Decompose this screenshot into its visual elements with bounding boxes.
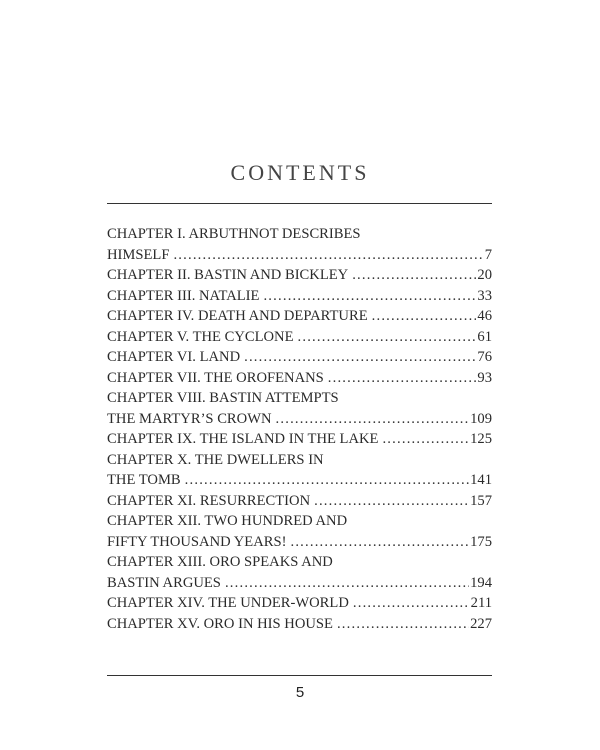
dot-leader [290, 532, 469, 553]
toc-entry-label: CHAPTER XIV. THE UNDER-WORLD [107, 595, 349, 611]
toc-entry-label: CHAPTER III. NATALIE [107, 287, 260, 304]
toc-entry [107, 388, 492, 409]
dot-leader [298, 327, 477, 348]
toc-entry-label: BASTIN ARGUES [107, 574, 221, 591]
toc-entry [107, 450, 492, 471]
toc-entry [107, 429, 492, 450]
bottom-rule [107, 675, 492, 676]
toc-entry [107, 573, 492, 594]
toc-entry-label: CHAPTER VI. LAND [107, 349, 241, 365]
dot-leader [173, 245, 483, 266]
toc-entry-label: CHAPTER IX. THE ISLAND IN THE LAKE [107, 431, 379, 447]
toc-entry-label: CHAPTER XII. TWO HUNDRED AND [107, 513, 348, 529]
toc-entry-label: FIFTY THOUSAND YEARS! [107, 533, 287, 550]
toc-entry [107, 224, 492, 245]
toc-entry-label: CHAPTER I. ARBUTHNOT DESCRIBES [107, 226, 361, 242]
toc-entry-page: 61 [477, 328, 492, 345]
dot-leader [185, 470, 469, 491]
toc-entry-page: 33 [477, 287, 492, 304]
toc-entry [107, 593, 492, 614]
toc-entry-page: 125 [470, 431, 492, 447]
dot-leader [244, 347, 476, 368]
toc-entry [107, 327, 492, 348]
toc-entry-label: CHAPTER VIII. BASTIN ATTEMPTS [107, 390, 339, 406]
dot-leader [337, 614, 469, 635]
toc-entry-page: 141 [470, 472, 492, 488]
toc-entry [107, 306, 492, 327]
toc-entry [107, 552, 492, 573]
toc-entry-label: THE TOMB [107, 472, 181, 488]
dot-leader [225, 573, 469, 594]
page-number: 5 [295, 684, 305, 701]
toc-entry-label: CHAPTER II. BASTIN AND BICKLEY [107, 267, 349, 283]
dot-leader [372, 306, 477, 327]
page-title: CONTENTS [230, 160, 370, 185]
dot-leader [314, 491, 469, 512]
toc-entry-page: 7 [484, 246, 492, 263]
toc-entry-page: 109 [470, 410, 492, 427]
toc-entry-page: 227 [470, 615, 492, 632]
top-rule [107, 203, 492, 204]
dot-leader [382, 429, 469, 450]
toc-entry [107, 368, 492, 389]
toc-entry-label: CHAPTER XIII. ORO SPEAKS AND [107, 554, 333, 570]
toc-entry [107, 470, 492, 491]
dot-leader [328, 368, 477, 389]
toc-entry-page: 157 [470, 492, 492, 509]
toc-entry-label: CHAPTER X. THE DWELLERS IN [107, 451, 324, 468]
toc-entry [107, 347, 492, 368]
toc-entry-page: 46 [477, 308, 492, 324]
dot-leader [263, 286, 476, 307]
toc-entry [107, 491, 492, 512]
dot-leader [352, 265, 476, 286]
dot-leader [353, 593, 470, 614]
toc-entry [107, 286, 492, 307]
dot-leader [276, 409, 470, 430]
toc-entry-label: CHAPTER VII. THE OROFENANS [107, 369, 324, 386]
toc-entry-label: HIMSELF [107, 246, 170, 263]
toc-entry-page: 175 [470, 533, 492, 550]
toc-entry-label: THE MARTYR’S CROWN [107, 410, 272, 427]
toc-entry [107, 245, 492, 266]
toc-entry-label: CHAPTER XV. ORO IN HIS HOUSE [107, 615, 333, 632]
table-of-contents [107, 224, 492, 634]
toc-entry [107, 511, 492, 532]
toc-entry-page: 93 [477, 369, 492, 386]
toc-entry-page: 76 [477, 349, 492, 365]
toc-entry-label: CHAPTER IV. DEATH AND DEPARTURE [107, 308, 368, 324]
toc-entry [107, 409, 492, 430]
toc-entry-label: CHAPTER XI. RESURRECTION [107, 492, 311, 509]
toc-entry [107, 265, 492, 286]
toc-entry-page: 211 [470, 595, 492, 611]
toc-entry-label: CHAPTER V. THE CYCLONE [107, 328, 294, 345]
toc-entry-page: 20 [477, 267, 492, 283]
toc-entry-page: 194 [470, 574, 492, 591]
toc-entry [107, 614, 492, 635]
toc-entry [107, 532, 492, 553]
